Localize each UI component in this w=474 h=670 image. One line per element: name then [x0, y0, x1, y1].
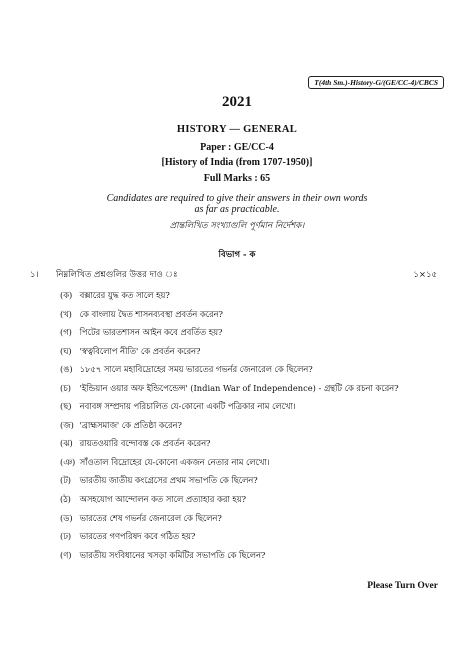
paper-code: Paper : GE/CC-4	[200, 142, 274, 153]
list-item: (ণ) ভারতীয় সংবিধানের খসড়া কমিটির সভাপতি কে ছিলেন?	[60, 549, 266, 560]
list-item: (ঙ) ১৮৫৭ সালে মহাবিদ্রোহের সময় ভারতের গভর্নর জেনারেল কে ছিলেন?	[60, 364, 313, 375]
instructions-bengali: প্রান্তলিখিত সংখ্যাগুলি পূর্ণমান নির্দেশক।	[169, 221, 305, 231]
list-item: (খ) কে বাংলায় দ্বৈত শাসনব্যবস্থা প্রবর্তন করেন?	[60, 308, 223, 319]
list-item: (ঞ) সাঁওতাল বিদ্রোহের যে-কোনো একজন নেতার নাম লেখো।	[60, 456, 270, 467]
list-item: (ক) বক্সারের যুদ্ধ কত সালে হয়?	[60, 290, 170, 300]
list-item: (ঝ) রায়তওয়ারি বন্দোবস্ত কে প্রবর্তন করেন?	[60, 438, 211, 449]
list-item: (ট) ভারতীয় জাতীয় কংগ্রেসের প্রথম সভাপতি কে ছিলেন?	[60, 475, 258, 486]
exam-year: 2021	[222, 94, 252, 110]
paper-topic: [History of India (from 1707-1950)]	[161, 157, 313, 168]
question-text: নিম্নলিখিত প্রশ্নগুলির উত্তর দাও ঃ	[56, 270, 178, 280]
list-item: (ঢ) ভারতের গণপরিষদ কবে গঠিত হয়?	[60, 531, 196, 542]
list-item: (জ) 'ব্রাহ্মসমাজ' কে প্রতিষ্ঠা করেন?	[60, 419, 182, 430]
question-marks: ১×১৫	[413, 270, 437, 280]
question-items	[60, 289, 399, 567]
question-number: ১।	[30, 270, 39, 280]
list-item: (চ) 'ইন্ডিয়ান ওয়ার অফ ইন্ডিপেন্ডেন্স' (Indian War of Independence) - গ্রন্থটি কে রচনা করেন?	[60, 382, 399, 393]
subject-title: HISTORY — GENERAL	[176, 124, 298, 135]
full-marks: Full Marks : 65	[203, 173, 271, 184]
instructions-line-2: as far as practicable.	[194, 204, 280, 215]
list-item: (ছ) নবাবঙ্গ সম্প্রদায় পরিচালিত যে-কোনো একটি পত্রিকার নাম লেখো।	[60, 401, 296, 412]
section-heading: বিভাগ - ক	[218, 250, 256, 260]
list-item: (ঘ) 'স্বত্ববিলোপ নীতি' কে প্রবর্তন করেন?	[60, 345, 201, 356]
instructions	[0, 193, 474, 215]
list-item: (ঠ) অসহযোগ আন্দোলন কত সালে প্রত্যাহার করা হয়?	[60, 494, 247, 505]
please-turn-over: Please Turn Over	[367, 581, 438, 591]
list-item: (ড) ভারতের শেষ গভর্নর জেনারেল কে ছিলেন?	[60, 512, 222, 523]
paper-code-box: T(4th Sm.)-History-G/(GE/CC-4)/CBCS	[308, 76, 444, 89]
instructions-line-1: Candidates are required to give their answers in their own words	[106, 193, 368, 204]
list-item: (গ) পিটের ভারতশাসন আইন কবে প্রবর্তিত হয়?	[60, 327, 223, 338]
